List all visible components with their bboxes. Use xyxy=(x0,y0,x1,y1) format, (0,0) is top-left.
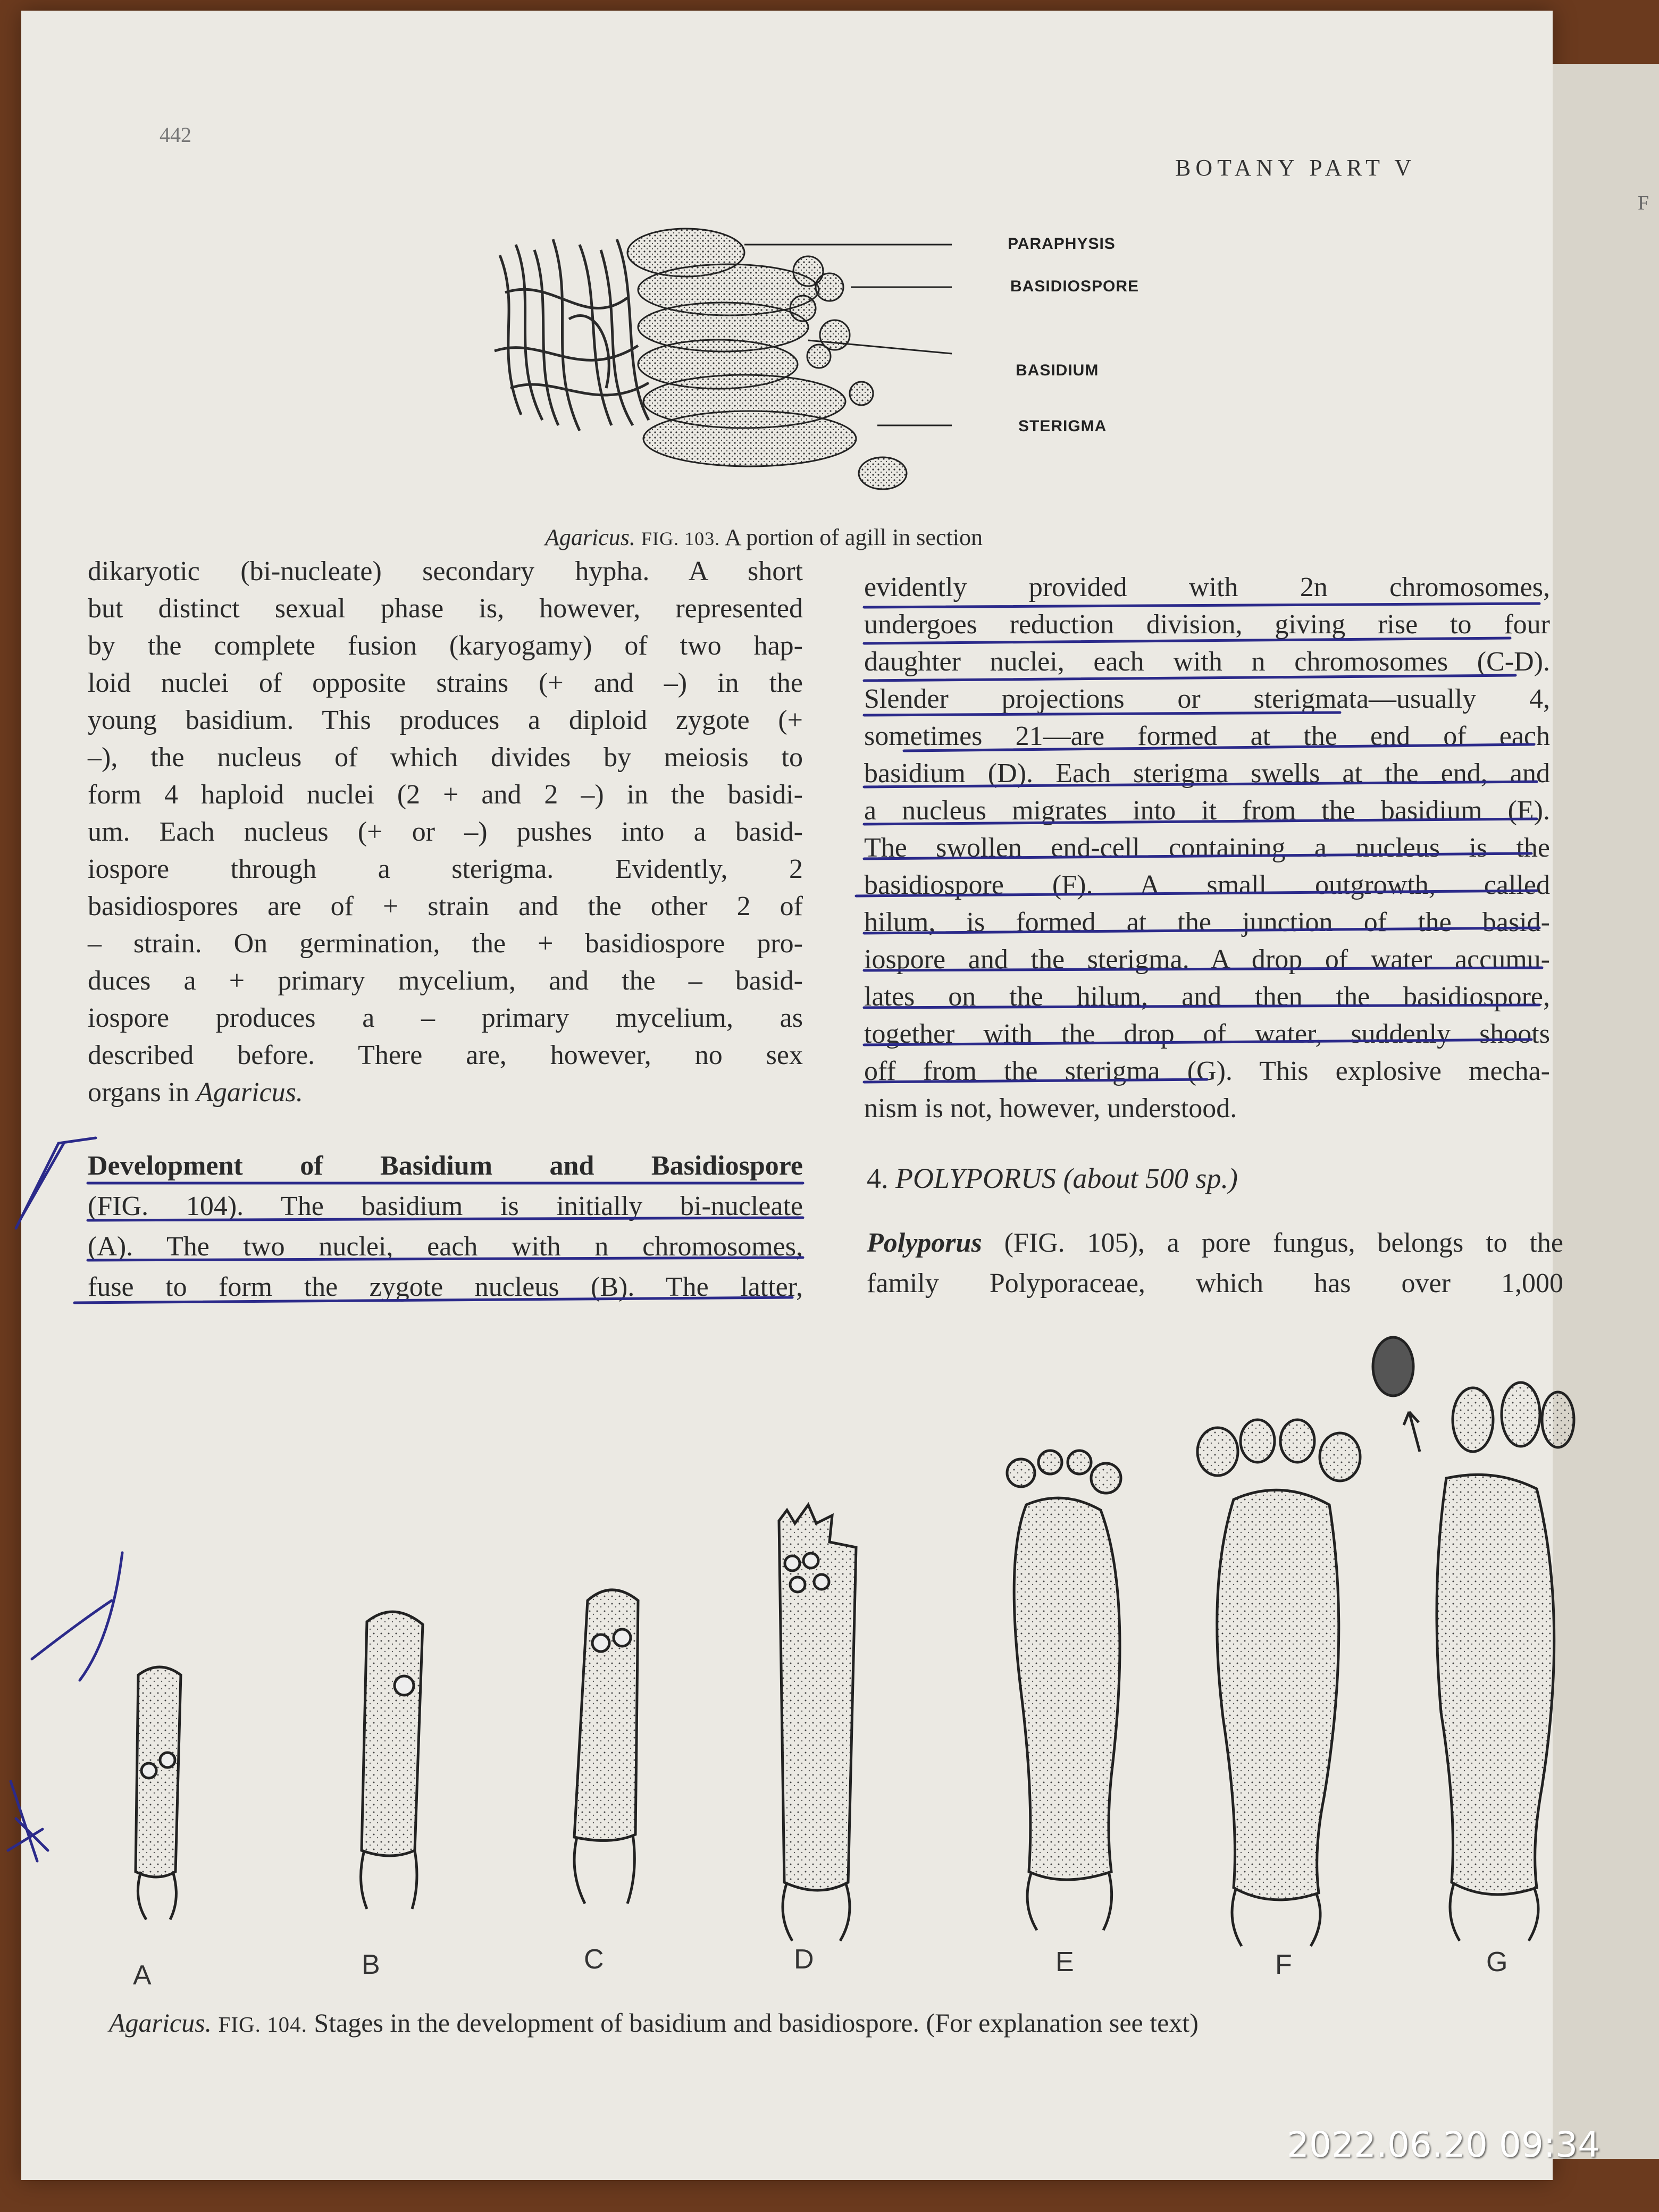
text-line: basidium (D). Each sterigma swells at the end, and xyxy=(864,758,1550,789)
last-line-prefix: organs in xyxy=(88,1077,197,1108)
photo-timestamp: 2022.06.20 09:34 xyxy=(1287,2124,1601,2165)
section-heading-polyporus xyxy=(867,1162,1238,1195)
fig103-caption xyxy=(545,524,983,551)
stage-label-f: F xyxy=(1275,1949,1292,1980)
fig103-caption-text: A portion of agill in section xyxy=(724,524,983,550)
polyporus-line: family Polyporaceae, which has over 1,000 xyxy=(867,1268,1563,1298)
text-line: iospore through a sterigma. Evidently, 2 xyxy=(88,854,803,884)
text-line: but distinct sexual phase is, however, represented xyxy=(88,593,803,624)
text-line: a nucleus migrates into it from the basidium (E). xyxy=(864,795,1550,826)
fig104-caption-fig: FIG. 104. xyxy=(218,2012,307,2037)
development-line: (FIG. 104). The basidium is initially bi-nucleate xyxy=(88,1191,803,1221)
text-line: form 4 haploid nuclei (2 + and 2 –) in the basidi- xyxy=(88,780,803,810)
label-sterigma: STERIGMA xyxy=(1018,417,1107,435)
text-line: um. Each nucleus (+ or –) pushes into a basid- xyxy=(88,817,803,847)
stage-label-a: A xyxy=(133,1960,152,1991)
label-paraphysis: PARAPHYSIS xyxy=(1008,235,1116,253)
text-line: young basidium. This produces a diploid zygote (+ xyxy=(88,705,803,735)
text-line: Slender projections or sterigmata—usually 4, xyxy=(864,684,1550,714)
text-line: by the complete fusion (karyogamy) of two hap- xyxy=(88,631,803,661)
adjacent-page-fragment: F xyxy=(1638,192,1649,214)
text-line: –), the nucleus of which divides by meiosis to xyxy=(88,742,803,773)
text-line: lates on the hilum, and then the basidiospore, xyxy=(864,982,1550,1012)
text-line: evidently provided with 2n chromosomes, xyxy=(864,572,1550,602)
development-line: (A). The two nuclei, each with n chromosomes, xyxy=(88,1231,803,1262)
text-line: dikaryotic (bi-nucleate) secondary hypha. A short xyxy=(88,556,803,586)
text-line-last xyxy=(88,1074,803,1111)
last-line-genus: Agaricus. xyxy=(196,1077,303,1108)
polyporus-paragraph xyxy=(867,1223,1563,1304)
text-line: loid nuclei of opposite strains (+ and –) in the xyxy=(88,668,803,698)
stage-label-e: E xyxy=(1055,1947,1074,1978)
fig104-caption-genus: Agaricus. xyxy=(109,2008,212,2038)
text-line: duces a + primary mycelium, and the – basid- xyxy=(88,966,803,996)
text-line: off from the sterigma (G). This explosive mecha- xyxy=(864,1056,1550,1086)
stage-f-cell xyxy=(1217,1490,1339,1900)
section-number: 4. xyxy=(867,1162,889,1194)
stage-label-g: G xyxy=(1486,1947,1508,1978)
text-line: daughter nuclei, each with n chromosomes (C-D). xyxy=(864,647,1550,677)
right-column-text xyxy=(864,569,1550,1127)
development-section xyxy=(88,1146,803,1308)
page-number: 442 xyxy=(160,123,191,147)
text-line: basidiospores are of + strain and the other 2 of xyxy=(88,891,803,921)
section-note: (about 500 sp.) xyxy=(1063,1162,1238,1194)
text-line: undergoes reduction division, giving rise to four xyxy=(864,609,1550,640)
section-title: POLYPORUS xyxy=(895,1162,1056,1194)
fig103-caption-fig: FIG. 103. xyxy=(641,528,720,549)
text-line: described before. There are, however, no sex xyxy=(88,1040,803,1070)
text-line: iospore produces a – primary mycelium, as xyxy=(88,1003,803,1033)
stage-c-cell xyxy=(574,1590,638,1840)
stage-label-c: C xyxy=(584,1944,604,1975)
stage-label-b: B xyxy=(362,1949,380,1980)
label-basidiospore: BASIDIOSPORE xyxy=(1010,278,1139,295)
stage-b-cell xyxy=(362,1612,423,1856)
text-line: The swollen end-cell containing a nucleus is the xyxy=(864,833,1550,863)
stage-e-cell xyxy=(1014,1498,1120,1880)
text-line: hilum, is formed at the junction of the basid- xyxy=(864,907,1550,937)
text-line: sometimes 21—are formed at the end of each xyxy=(864,721,1550,751)
stage-label-d: D xyxy=(794,1944,814,1975)
polyporus-line: (FIG. 105), a pore fungus, belongs to the xyxy=(1004,1228,1563,1258)
development-line: fuse to form the zygote nucleus (B). The latter, xyxy=(88,1272,803,1302)
stage-g-cell xyxy=(1437,1474,1554,1895)
fig104-caption-text: Stages in the development of basidium and basidiospore. (For explanation see text) xyxy=(314,2008,1199,2038)
polyporus-genus: Polyporus xyxy=(867,1228,982,1258)
left-column-text xyxy=(88,553,803,1111)
text-line: nism is not, however, understood. xyxy=(864,1093,1237,1124)
label-basidium: BASIDIUM xyxy=(1016,362,1099,379)
fig103-caption-genus: Agaricus. xyxy=(545,524,635,550)
text-line: iospore and the sterigma. A drop of water accumu- xyxy=(864,944,1550,975)
running-head: BOTANY PART V xyxy=(1175,155,1417,181)
text-line: – strain. On germination, the + basidiospore pro- xyxy=(88,928,803,959)
text-line: basidiospore (F). A small outgrowth, called xyxy=(864,870,1550,900)
fig104-stages-illustration xyxy=(0,1319,1659,1973)
development-heading: Development of Basidium and Basidiospore xyxy=(88,1151,803,1181)
fig104-caption xyxy=(109,2007,1199,2038)
text-line: together with the drop of water, suddenly shoots xyxy=(864,1019,1550,1049)
